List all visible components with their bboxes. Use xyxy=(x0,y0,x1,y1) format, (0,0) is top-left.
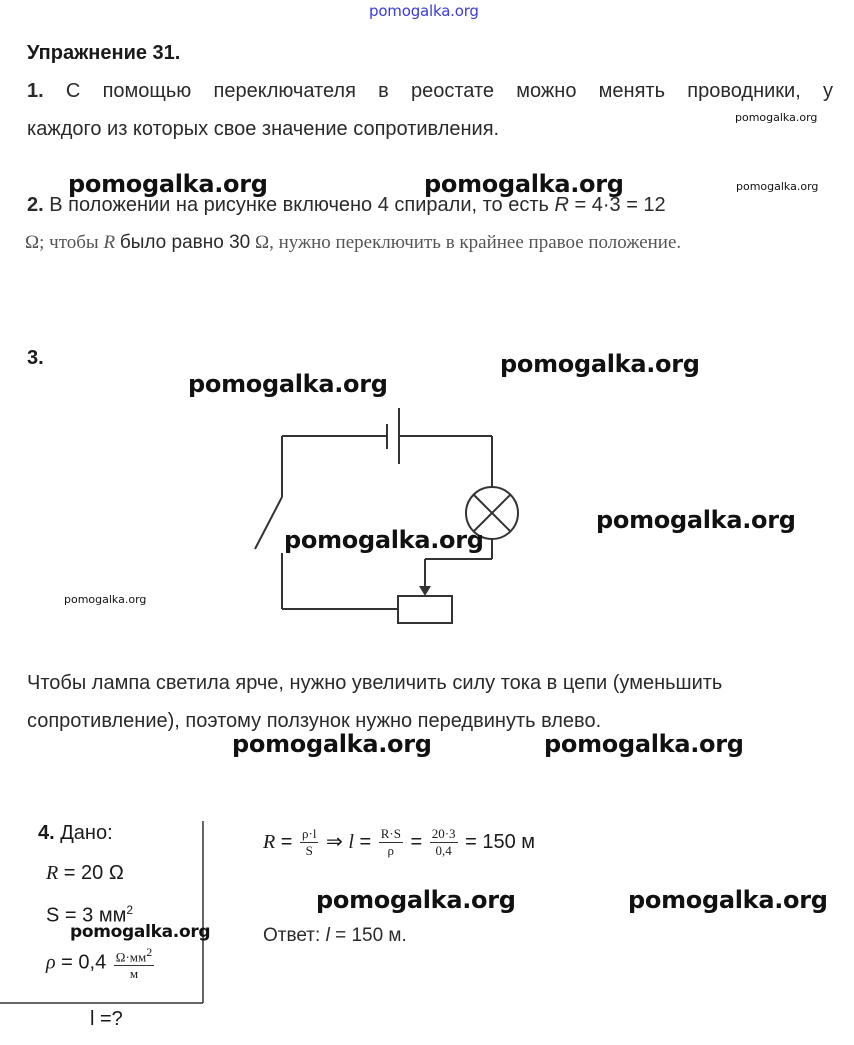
watermark-small[interactable]: pomogalka.org xyxy=(736,180,819,193)
watermark-large[interactable]: pomogalka.org xyxy=(424,170,624,198)
watermark-large[interactable]: pomogalka.org xyxy=(232,730,432,758)
sol-result: = 150 м xyxy=(459,830,536,853)
given-r-symbol: R xyxy=(46,862,59,884)
frac2-num: R·S xyxy=(380,826,401,841)
ex4-given-label: Дано: xyxy=(60,822,113,844)
given-rho-value: = 0,4 xyxy=(55,951,107,974)
exercise-title: Упражнение 31. xyxy=(27,42,181,64)
watermark-small[interactable]: pomogalka.org xyxy=(735,111,818,124)
watermark-small[interactable]: pomogalka.org xyxy=(64,593,147,606)
answer-line xyxy=(263,925,407,947)
sol-l-symbol: l xyxy=(348,830,354,853)
ex2-end-text: Ω, нужно переключить в крайнее правое положение. xyxy=(254,232,682,253)
given-s-symbol: S xyxy=(46,904,60,927)
watermark-large[interactable]: pomogalka.org xyxy=(500,350,700,378)
ex2-omega-text: Ω; чтобы xyxy=(25,232,99,253)
given-rho xyxy=(46,944,156,982)
frac3-den: 0,4 xyxy=(435,843,452,858)
given-s-value: = 3 мм xyxy=(59,904,127,927)
ex4-number: 4. xyxy=(38,822,55,844)
ex2-number: 2. xyxy=(27,194,44,216)
ex4-given-heading xyxy=(38,822,113,845)
watermark-large[interactable]: pomogalka.org xyxy=(188,370,388,398)
given-r-value: = 20 Ω xyxy=(58,862,124,884)
ex2-mid-text: было равно 30 xyxy=(119,232,251,253)
ex1-line2: каждого из которых свое значение сопротивления. xyxy=(27,118,500,140)
ex2-r-symbol: R xyxy=(103,232,116,253)
frac-rs-over-rho xyxy=(379,826,403,859)
given-find: l =? xyxy=(90,1008,123,1030)
answer-label: Ответ: xyxy=(263,925,321,946)
rho-unit-exp: 2 xyxy=(146,945,153,959)
ex3-number: 3. xyxy=(27,347,44,369)
ex1-number: 1. xyxy=(27,80,44,102)
given-rho-fraction xyxy=(114,944,154,982)
watermark-large[interactable]: pomogalka.org xyxy=(628,886,828,914)
sol-eq2: = xyxy=(353,830,377,853)
frac1-den: S xyxy=(305,843,313,858)
ex1-text-line1: С помощью переключателя в реостате можно менять проводники, у xyxy=(65,80,833,102)
solution-formula xyxy=(263,826,535,859)
sol-eq3: = xyxy=(404,830,428,853)
rho-unit-den: м xyxy=(129,966,139,982)
implies-icon: ⇒ xyxy=(320,830,349,853)
rho-unit-num: Ω·мм xyxy=(115,949,147,965)
frac-rho-l-over-s xyxy=(300,826,318,859)
given-r xyxy=(46,862,124,885)
given-s-exponent: 2 xyxy=(126,903,134,917)
frac2-den: ρ xyxy=(387,843,395,858)
watermark-medium[interactable]: pomogalka.org xyxy=(70,922,211,942)
frac1-num: ρ·l xyxy=(302,826,317,841)
watermark-large[interactable]: pomogalka.org xyxy=(316,886,516,914)
watermark-large[interactable]: pomogalka.org xyxy=(68,170,268,198)
watermark-large[interactable]: pomogalka.org xyxy=(544,730,744,758)
ex2-formula: = 4·3 = 12 xyxy=(568,194,666,216)
given-rho-symbol: ρ xyxy=(46,951,56,974)
ex2-text-line1: В положении на рисунке включено 4 спирали, то есть xyxy=(49,194,549,216)
ex3-text-line2: сопротивление), поэтому ползунок нужно передвинуть влево. xyxy=(27,710,602,732)
frac-values xyxy=(430,826,458,859)
answer-value: = 150 м. xyxy=(329,925,407,946)
ex3-text-line1: Чтобы лампа светила ярче, нужно увеличить силу тока в цепи (уменьшить xyxy=(27,672,723,694)
watermark-large[interactable]: pomogalka.org xyxy=(284,526,484,554)
answer-l-symbol: l xyxy=(325,925,330,946)
watermark-top[interactable]: pomogalka.org xyxy=(369,2,479,20)
sol-r-symbol: R xyxy=(263,830,276,853)
frac3-num: 20·3 xyxy=(431,826,456,841)
watermark-large[interactable]: pomogalka.org xyxy=(596,506,796,534)
ex2-formula-r: R xyxy=(554,194,569,216)
sol-eq: = xyxy=(275,830,299,853)
